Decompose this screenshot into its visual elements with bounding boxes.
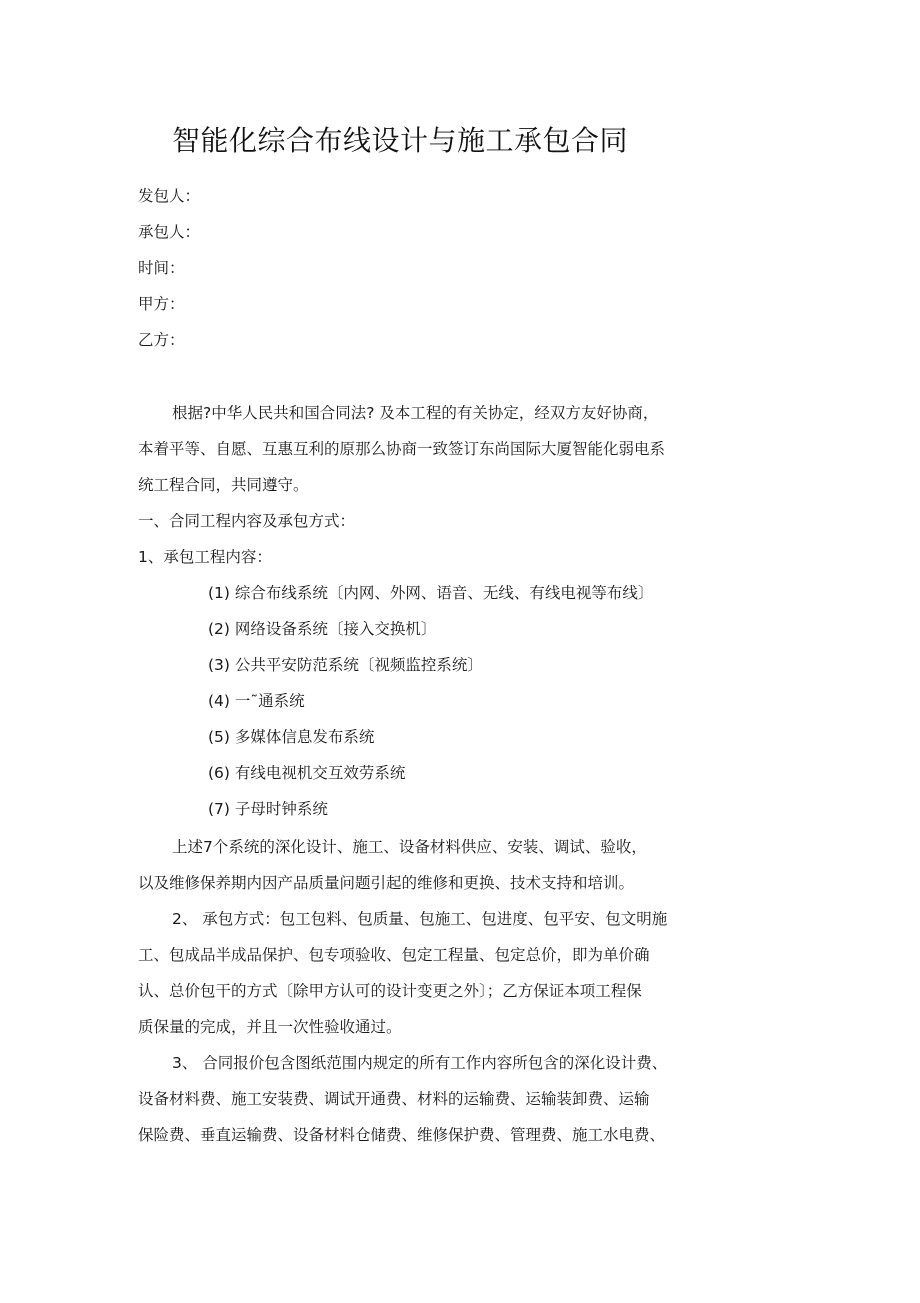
party-contractor-label: 承包人：: [138, 223, 201, 241]
system-list-item: (4) 一˜通系统: [208, 692, 305, 710]
intro-line: 本着平等、自愿、互惠互利的原那么协商一致签订东尚国际大厦智能化弱电系: [138, 440, 666, 458]
system-list-item: (5) 多媒体信息发布系统: [208, 728, 375, 746]
document-title: 智能化综合布线设计与施工承包合同: [172, 124, 629, 157]
section-heading: 一、合同工程内容及承包方式：: [138, 512, 356, 530]
party-a-label: 甲方：: [138, 295, 185, 313]
clause-2-line: 认、总价包干的方式〔除甲方认可的设计变更之外〕；乙方保证本项工程保: [138, 982, 642, 1000]
system-list-item: (2) 网络设备系统〔接入交换机〕: [208, 620, 437, 638]
party-b-label: 乙方：: [138, 331, 185, 349]
subsection-heading: 1、承包工程内容：: [138, 548, 272, 566]
intro-line: 统工程合同，共同遵守。: [138, 476, 309, 494]
date-label: 时间：: [138, 259, 185, 277]
system-list-item: (6) 有线电视机交互效劳系统: [208, 764, 406, 782]
system-list-item: (7) 子母时钟系统: [208, 800, 328, 818]
clause-3-line: 保险费、垂直运输费、设备材料仓储费、维修保护费、管理费、施工水电费、: [138, 1126, 666, 1144]
party-issuer-label: 发包人：: [138, 187, 201, 205]
clause-3-line: 3、 合同报价包含图纸范围内规定的所有工作内容所包含的深化设计费、: [172, 1054, 668, 1072]
system-list-item: (3) 公共平安防范系统〔视频监控系统〕: [208, 656, 483, 674]
clause-2-line: 2、 承包方式：包工包料、包质量、包施工、包进度、包平安、包文明施: [172, 910, 668, 928]
intro-line: 根据?中华人民共和国合同法? 及本工程的有关协定，经双方友好协商，: [172, 404, 659, 422]
system-list-item: (1) 综合布线系统〔内网、外网、语音、无线、有线电视等布线〕: [208, 584, 654, 602]
clause-3-line: 设备材料费、施工安装费、调试开通费、材料的运输费、运输装卸费、运输: [138, 1090, 650, 1108]
clause-2-line: 工、包成品半成品保护、包专项验收、包定工程量、包定总价，即为单价确: [138, 946, 650, 964]
scope-line: 以及维修保养期内因产品质量问题引起的维修和更换、技术支持和培训。: [138, 874, 635, 892]
scope-line: 上述7个系统的深化设计、施工、设备材料供应、安装、调试、验收，: [172, 838, 647, 856]
clause-2-line: 质保量的完成，并且一次性验收通过。: [138, 1018, 402, 1036]
